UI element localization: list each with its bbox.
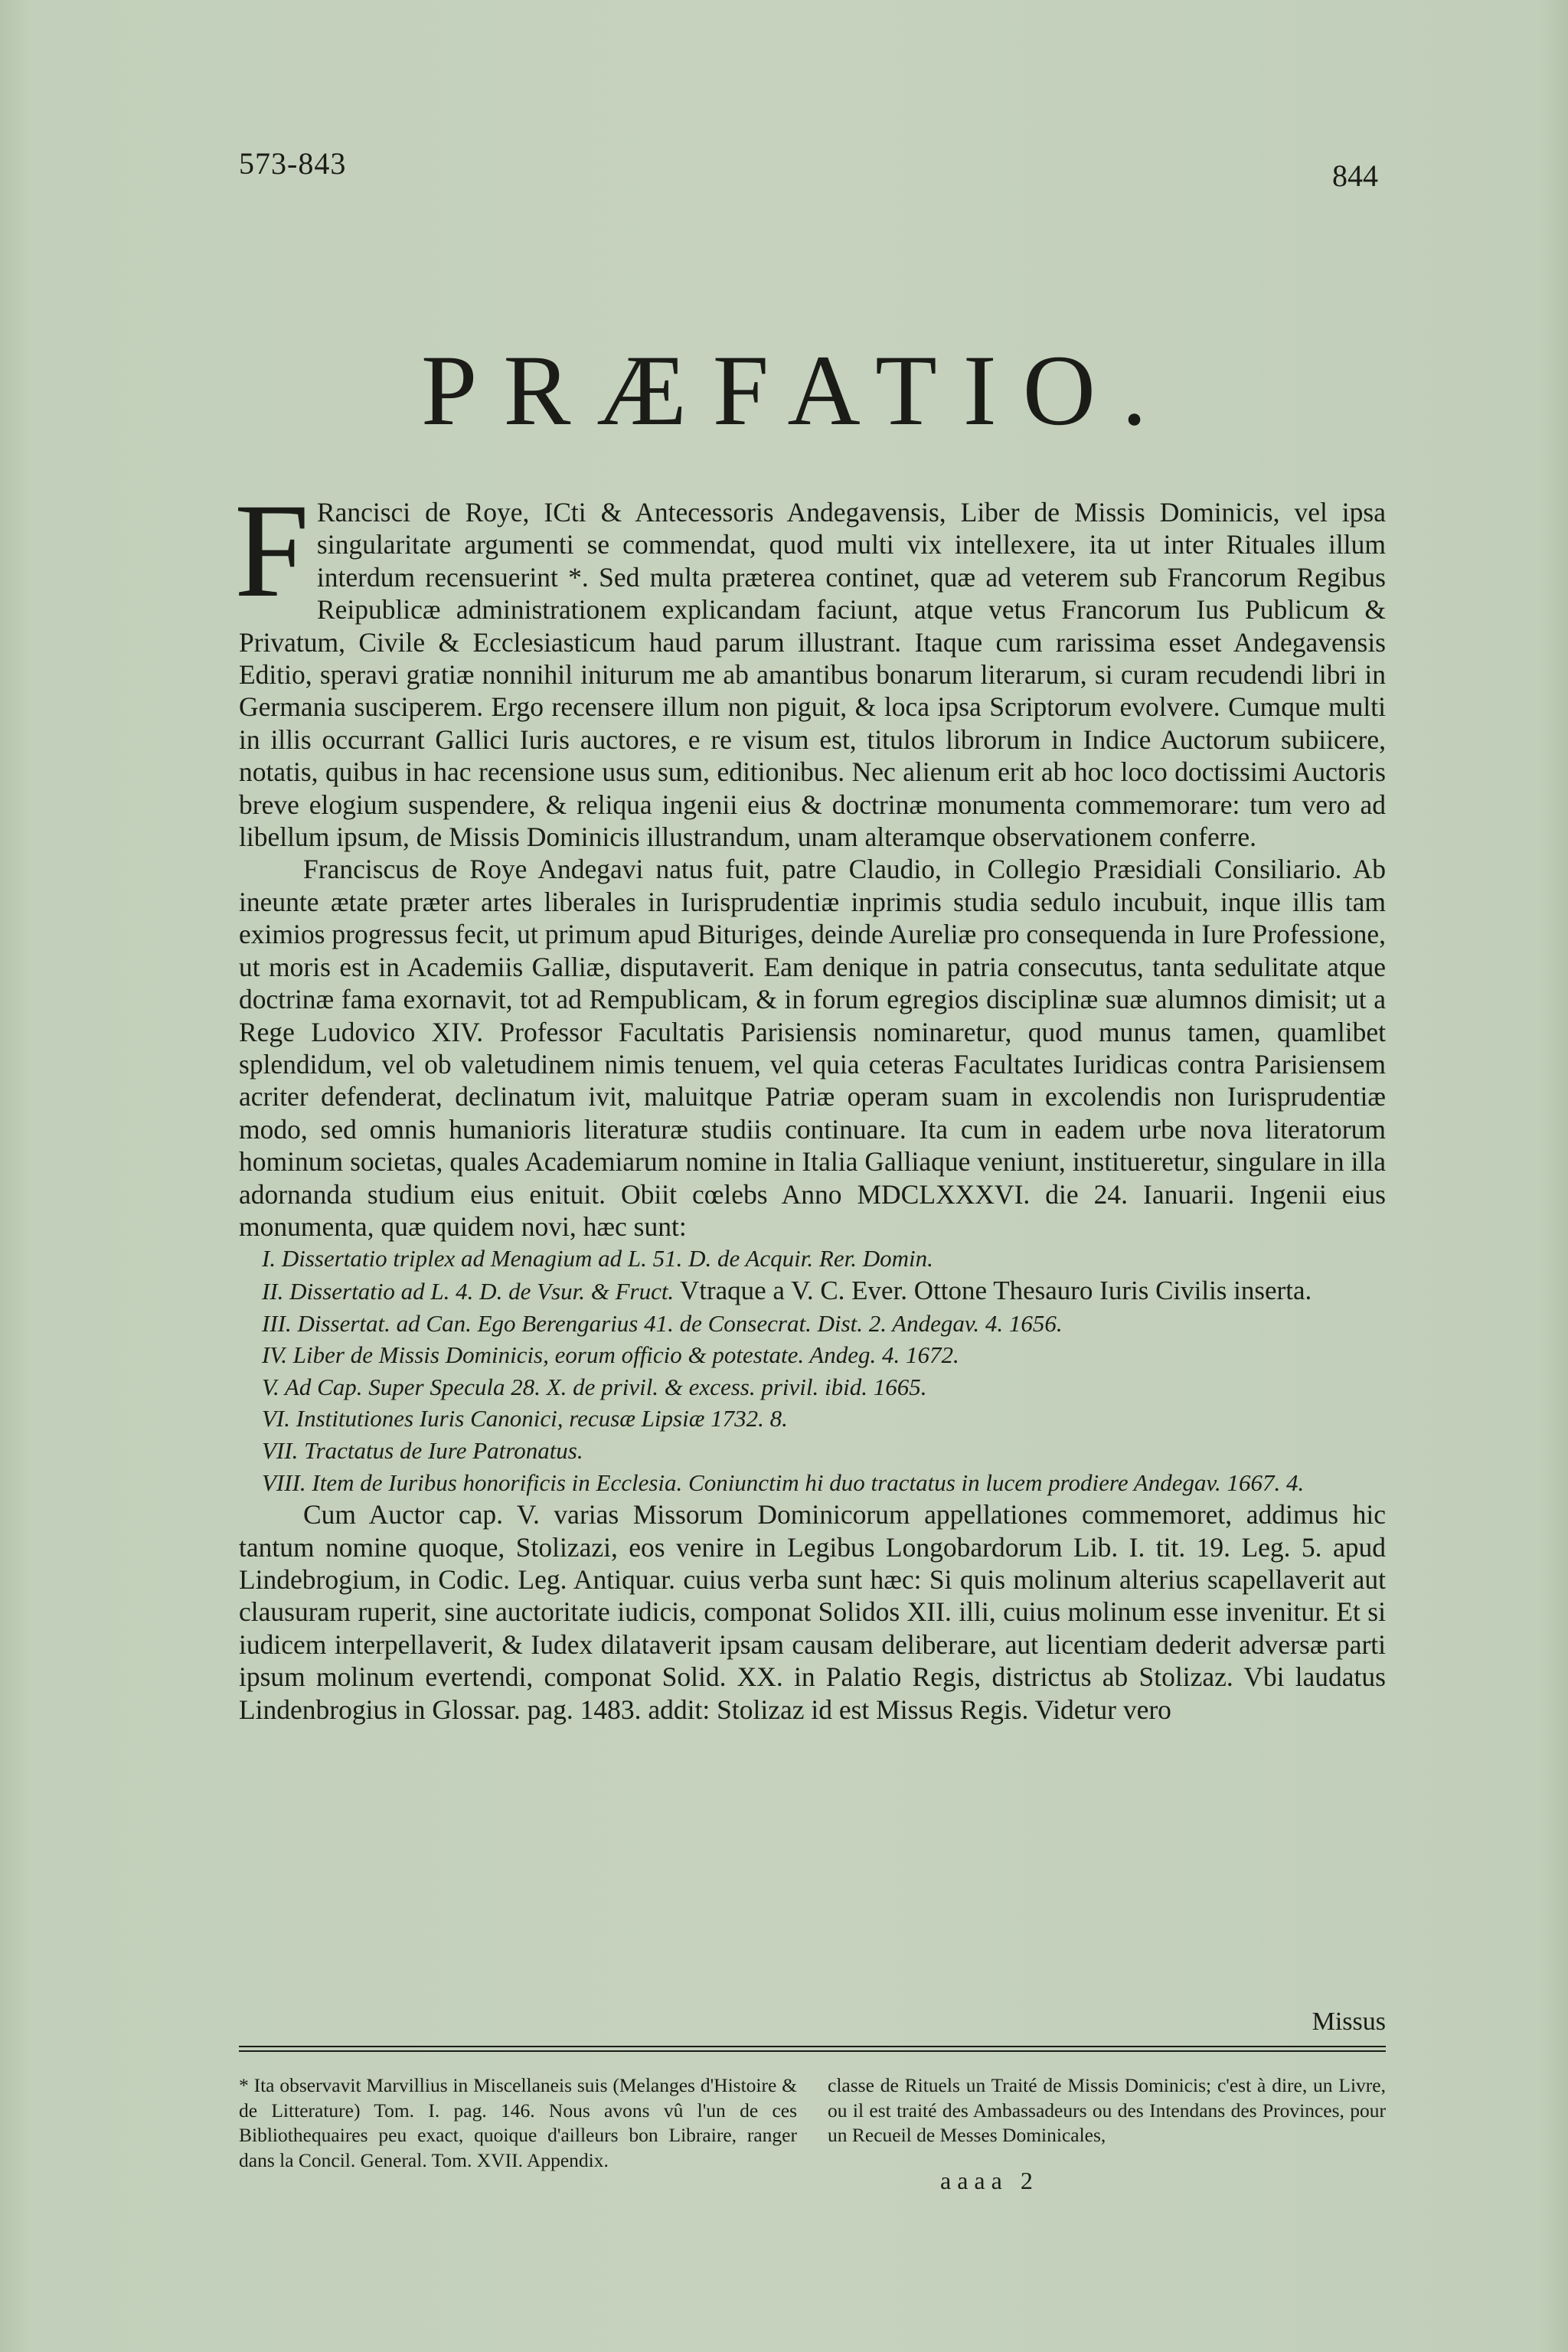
works-item: I. Dissertatio triplex ad Menagium ad L. 51. D. de Acquir. Rer. Domin.	[262, 1245, 933, 1272]
page-range: 573-843	[239, 146, 347, 181]
works-item: VII. Tractatus de Iure Patronatus.	[262, 1436, 583, 1464]
paragraph-2: Franciscus de Roye Andegavi natus fuit, patre Claudio, in Collegio Præsidiali Consiliario. Ab ineunte ætate præter artes liberales in Iurisprudentiæ inprimis studia sedulo incubuit, inque illis tam eximios progressus fecit, ut primum apud Bituriges, deinde Aureliæ pro consequenda in Iure Professione, ut moris est in Academiis Galliæ, disputaverit. Eam denique in patria consecutus, tanta sedulitate atque doctrinæ fama exornavit, tot ad Rempublicam, & in forum egregios disciplinæ suæ alumnos dimisit; ut a Rege Ludovico XIV. Professor Facultatis Parisiensis nominaretur, quod munus tamen, quamlibet splendidum, vel ob valetudinem nimis tenuem, vel quia ceteras Facultates Iuridicas contra Parisiensem acriter defenderat, declinatum ivit, maluitque Patriæ operam suam in excolendis non Iurisprudentiæ modo, sed omnis humanioris literaturæ studiis continuare. Ita cum in eadem urbe nova literatorum hominum societas, quales Academiarum nomine in Italia Galliaque veniunt, institueretur, singulare in illa adornanda studium eius enituit. Obiit cœlebs Anno MDCLXXXVI. die 24. Ianuarii. Ingenii eius monumenta, quæ quidem novi, hæc sunt:	[239, 854, 1386, 1242]
paragraph-1	[234, 476, 1386, 853]
paragraph-1-text: Rancisci de Roye, ICti & Antecessoris Andegavensis, Liber de Missis Dominicis, vel ipsa singularitate argumenti se commendat, quod multi vix intellexere, ita ut inter Rituales illum interdum recensuerint *. Sed multa præterea continet, quæ ad veterem sub Francorum Regibus Reipublicæ administrationem explicandam faciunt, atque vetus Francorum Ius Publicum & Privatum, Civile & Ecclesiasticum haud parum illustrant. Itaque cum rarissima esset Andegavensis Editio, speravi gratiæ nonnihil initurum me ab amantibus bonarum literarum, si curam recudendi libri in Germania susciperem. Ergo recensere illum non piguit, & loca ipsa Scriptorum evolvere. Cumque multi in illis occurrant Gallici Iuris auctores, e re visum est, titulos librorum in Indice Auctorum subiicere, notatis, quibus in hac recensione usus sum, editionibus. Nec alienum erit ab hoc loco doctissimi Auctoris breve elogium suspendere, & reliqua ingenii eius & doctrinæ monumenta commemorare: tum vero ad libellum ipsum, de Missis Dominicis illustrandum, unam alteramque observationem conferre.	[239, 497, 1386, 853]
works-item: VIII. Item de Iuribus honorificis in Ecclesia. Coniunctim hi duo tractatus in lucem prodiere Andegav. 1667. 4.	[262, 1468, 1305, 1496]
works-item: III. Dissertat. ad Can. Ego Berengarius 41. de Consecrat. Dist. 2. Andegav. 4. 1656.	[262, 1309, 1063, 1337]
paragraph-3: Cum Auctor cap. V. varias Missorum Dominicorum appellationes commemoret, addimus hic tantum nomine quoque, Stolizazi, eos venire in Legibus Longobardorum Lib. I. tit. 19. Leg. 5. apud Lindebrogium, in Codic. Leg. Antiquar. cuius verba sunt hæc: Si quis molinum alterius scapellaverit aut clausuram ruperit, sine auctoritate iudicis, componat Solidos XII. illi, cuius molinum esse invenitur. Et si iudicem interpellaverit, & Iudex dilataverit ipsam causam deliberare, aut licentiam dederit adversæ parti ipsum molinum evertendi, componat Solid. XX. in Palatio Regis, districtus ab Stolizaz. Vbi laudatus Lindenbrogius in Glossar. pag. 1483. addit: Stolizaz id est Missus Regis. Videtur vero	[239, 1499, 1386, 1725]
works-list	[239, 1243, 1386, 1498]
footnote-left: * Ita observavit Marvillius in Miscellaneis suis (Melanges d'Histoire & de Litterature) Tom. I. pag. 146. Nous avons vû l'un de ces Bibliothequaires peu exact, quoique d'ailleurs bon Libraire, ranger dans la Concil. General. Tom. XVII. Appendix.	[239, 2074, 797, 2171]
catchword: Missus	[1312, 2007, 1386, 2036]
page-title: PRÆFATIO.	[420, 334, 1174, 447]
works-item: V. Ad Cap. Super Specula 28. X. de privil. & excess. privil. ibid. 1665.	[262, 1373, 927, 1400]
footnote-rule	[239, 2046, 1386, 2052]
page-number: 844	[1332, 158, 1378, 193]
works-item: IV. Liber de Missis Dominicis, eorum officio & potestate. Andeg. 4. 1672.	[262, 1341, 959, 1369]
signature-mark: aaaa 2	[940, 2167, 1039, 2194]
works-item: VI. Institutiones Iuris Canonici, recusæ Lipsiæ 1732. 8.	[262, 1405, 788, 1432]
footnote-right: classe de Rituels un Traité de Missis Dominicis; c'est à dire, un Livre, ou il est traité des Ambassadeurs ou des Intendans des Provinces, pour un Recueil de Messes Dominicales,	[828, 2074, 1386, 2146]
drop-cap: F	[234, 476, 309, 626]
works-item: II. Dissertatio ad L. 4. D. de Vsur. & Fruct. Vtraque a V. C. Ever. Ottone Thesauro Iuris Civilis inserta.	[262, 1275, 1312, 1305]
footnotes	[239, 2073, 1386, 2173]
main-text	[234, 476, 1386, 1726]
